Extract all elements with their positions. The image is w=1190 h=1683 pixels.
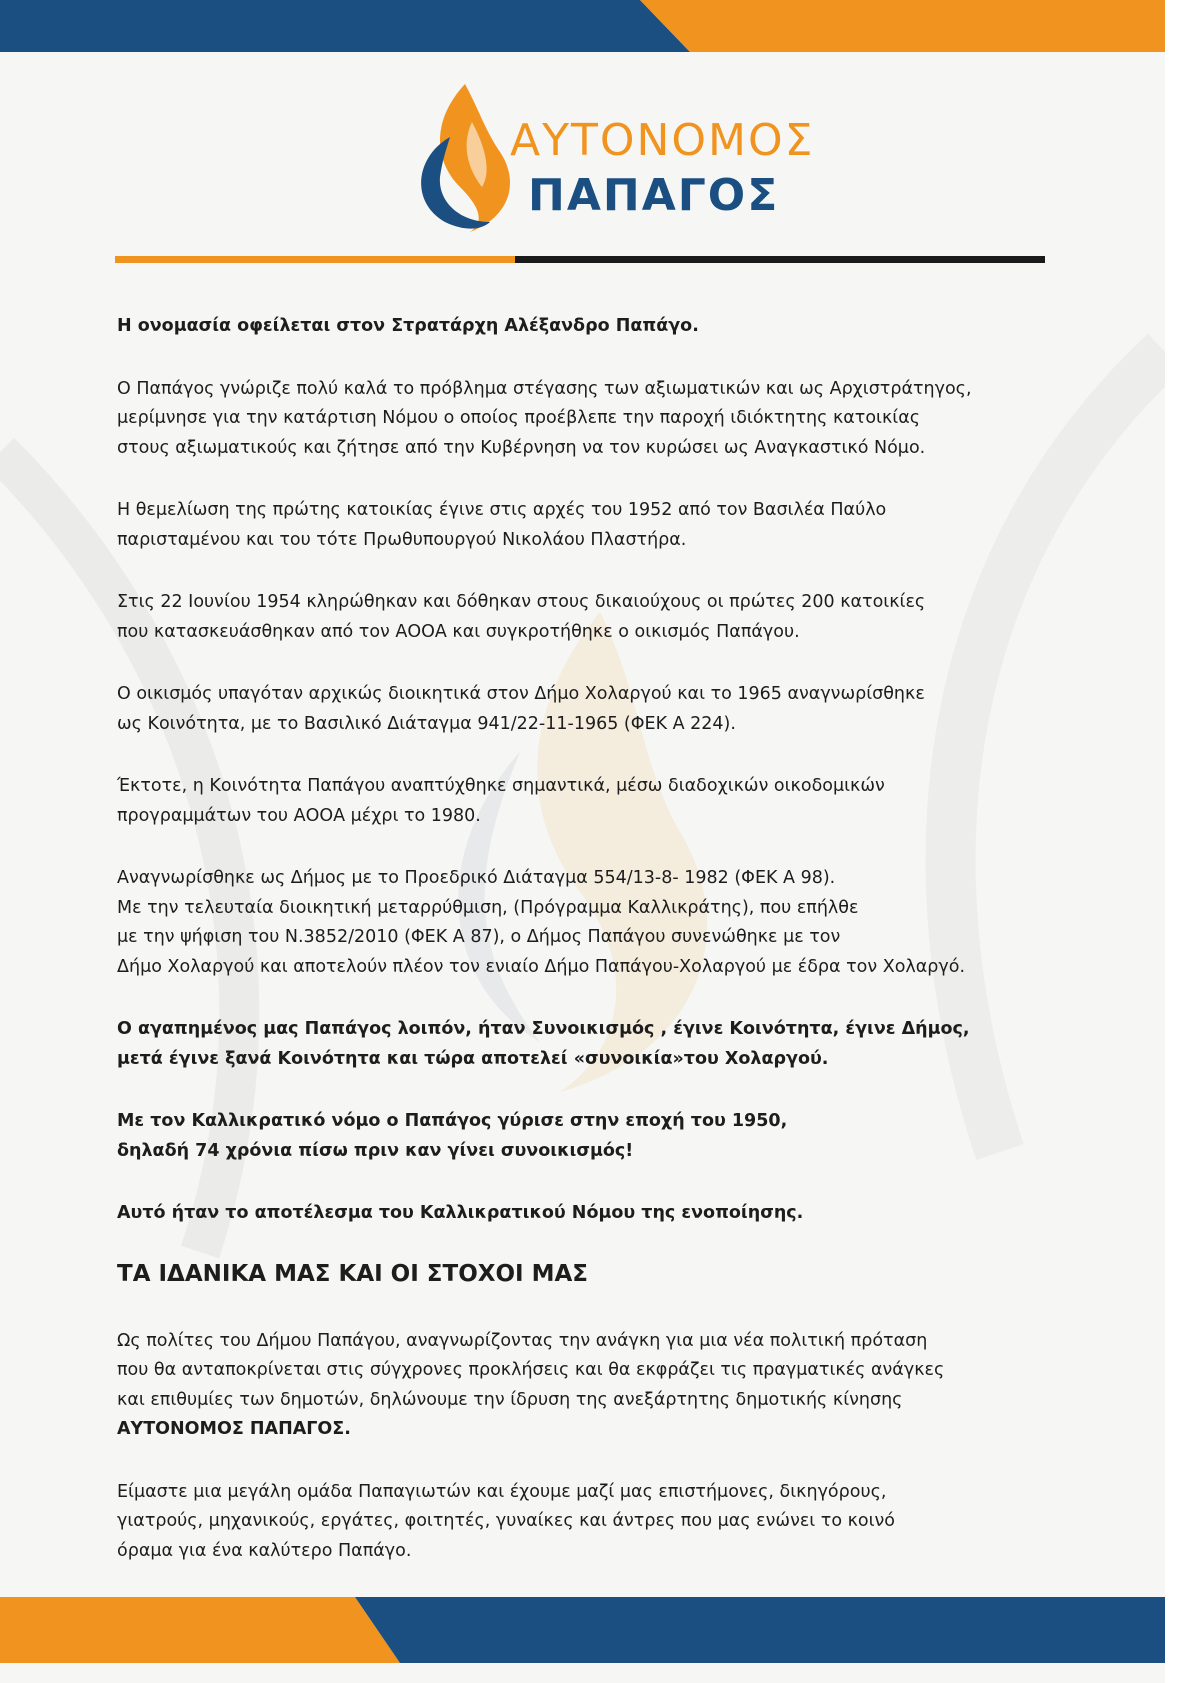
history-paragraph: Αναγνωρίσθηκε ως Δήμος με το Προεδρικό Διάταγμα 554/13-8- 1982 (ΦΕΚ Α 98). Με την τελευταία διοικητική μεταρρύθμιση, (Πρόγραμμα Καλλικράτης), που επήλθε με την ψήφιση του Ν.3852/2010 (ΦΕΚ Α 87), ο Δήμος Παπάγου συνενώθηκε με τον Δήμο Χολαργού και αποτελούν πλέον τον ενιαίο Δήμο Παπάγου-Χολαργού με έδρα τον Χολαργό. xyxy=(117,868,966,977)
movement-name: ΑΥΤΟΝΟΜΟΣ ΠΑΠΑΓΟΣ. xyxy=(117,1419,351,1439)
ideals-intro: Ως πολίτες του Δήμου Παπάγου, αναγνωρίζοντας την ανάγκη για μια νέα πολιτική πρόταση που θα ανταποκρίνεται στις σύγχρονες προκλήσεις και θα εκφράζει τις πραγματικές ανάγκες και επιθυμίες των δημοτών, δηλώνουμε την ίδρυση της ανεξάρτητης δημοτικής κίνησης xyxy=(117,1330,945,1410)
scan-margin xyxy=(1165,0,1190,1683)
history-paragraph: Ο Παπάγος γνώριζε πολύ καλά το πρόβλημα στέγασης των αξιωματικών και ως Αρχιστράτηγος, μερίμνησε για την κατάρτιση Νόμου ο οποίος προέβλεπε την παροχή ιδιόκτητης κατοικίας στους αξιωματικούς και ζήτησε από την Κυβέρνηση να τον κυρώσει ως Αναγκαστικό Νόμο. xyxy=(117,378,972,458)
history-paragraph: Η θεμελίωση της πρώτης κατοικίας έγινε στις αρχές του 1952 από τον Βασιλέα Παύλο παρισταμένου και του τότε Πρωθυπουργού Νικολάου Πλαστήρα. xyxy=(117,500,887,550)
bottom-band xyxy=(0,1597,1165,1663)
section-heading: ΤΑ ΙΔΑΝΙΚΑ ΜΑΣ ΚΑΙ ΟΙ ΣΤΟΧΟΙ ΜΑΣ xyxy=(117,1260,589,1287)
emphasis-paragraph: Αυτό ήταν το αποτέλεσμα του Καλλικρατικού Νόμου της ενοποίησης. xyxy=(117,1203,804,1223)
logo-title-line2: ΠΑΠΑΓΟΣ xyxy=(528,170,780,221)
document-body xyxy=(117,312,1077,1566)
logo-title-line1: ΑΥΤΟΝΟΜΟΣ xyxy=(510,115,815,166)
emphasis-paragraph: Ο αγαπημένος μας Παπάγος λοιπόν, ήταν Συνοικισμός , έγινε Κοινότητα, έγινε Δήμος, μετά έγινε ξανά Κοινότητα και τώρα αποτελεί «συνοικία»του Χολαργού. xyxy=(117,1019,970,1069)
emphasis-paragraph: Με τον Καλλικρατικό νόμο ο Παπάγος γύρισε στην εποχή του 1950, δηλαδή 74 χρόνια πίσω πριν καν γίνει συνοικισμός! xyxy=(117,1111,788,1161)
history-paragraph: Έκτοτε, η Κοινότητα Παπάγου αναπτύχθηκε σημαντικά, μέσω διαδοχικών οικοδομικών προγραμμάτων του ΑΟΟΑ μέχρι το 1980. xyxy=(117,776,885,826)
history-paragraph: Στις 22 Ιουνίου 1954 κληρώθηκαν και δόθηκαν στους δικαιούχους οι πρώτες 200 κατοικίες που κατασκευάσθηκαν από τον ΑΟΟΑ και συγκροτήθηκε ο οικισμός Παπάγου. xyxy=(117,592,926,642)
top-band xyxy=(0,0,1165,52)
ideals-paragraph xyxy=(117,1327,1077,1445)
history-paragraph: Ο οικισμός υπαγόταν αρχικώς διοικητικά στον Δήμο Χολαργού και το 1965 αναγνωρίσθηκε ως Κοινότητα, με το Βασιλικό Διάταγμα 941/22-11-1965 (ΦΕΚ Α 224). xyxy=(117,684,925,734)
header-rule-dark xyxy=(515,256,1045,263)
intro-statement: Η ονομασία οφείλεται στον Στρατάρχη Αλέξανδρο Παπάγο. xyxy=(117,316,699,336)
team-paragraph: Είμαστε μια μεγάλη ομάδα Παπαγιωτών και έχουμε μαζί μας επιστήμονες, δικηγόρους, γιατρούς, μηχανικούς, εργάτες, φοιτητές, γυναίκες και άντρες που μας ενώνει το κοινό όραμα για ένα καλύτερο Παπάγο. xyxy=(117,1481,896,1561)
header-rule-orange xyxy=(115,256,515,263)
